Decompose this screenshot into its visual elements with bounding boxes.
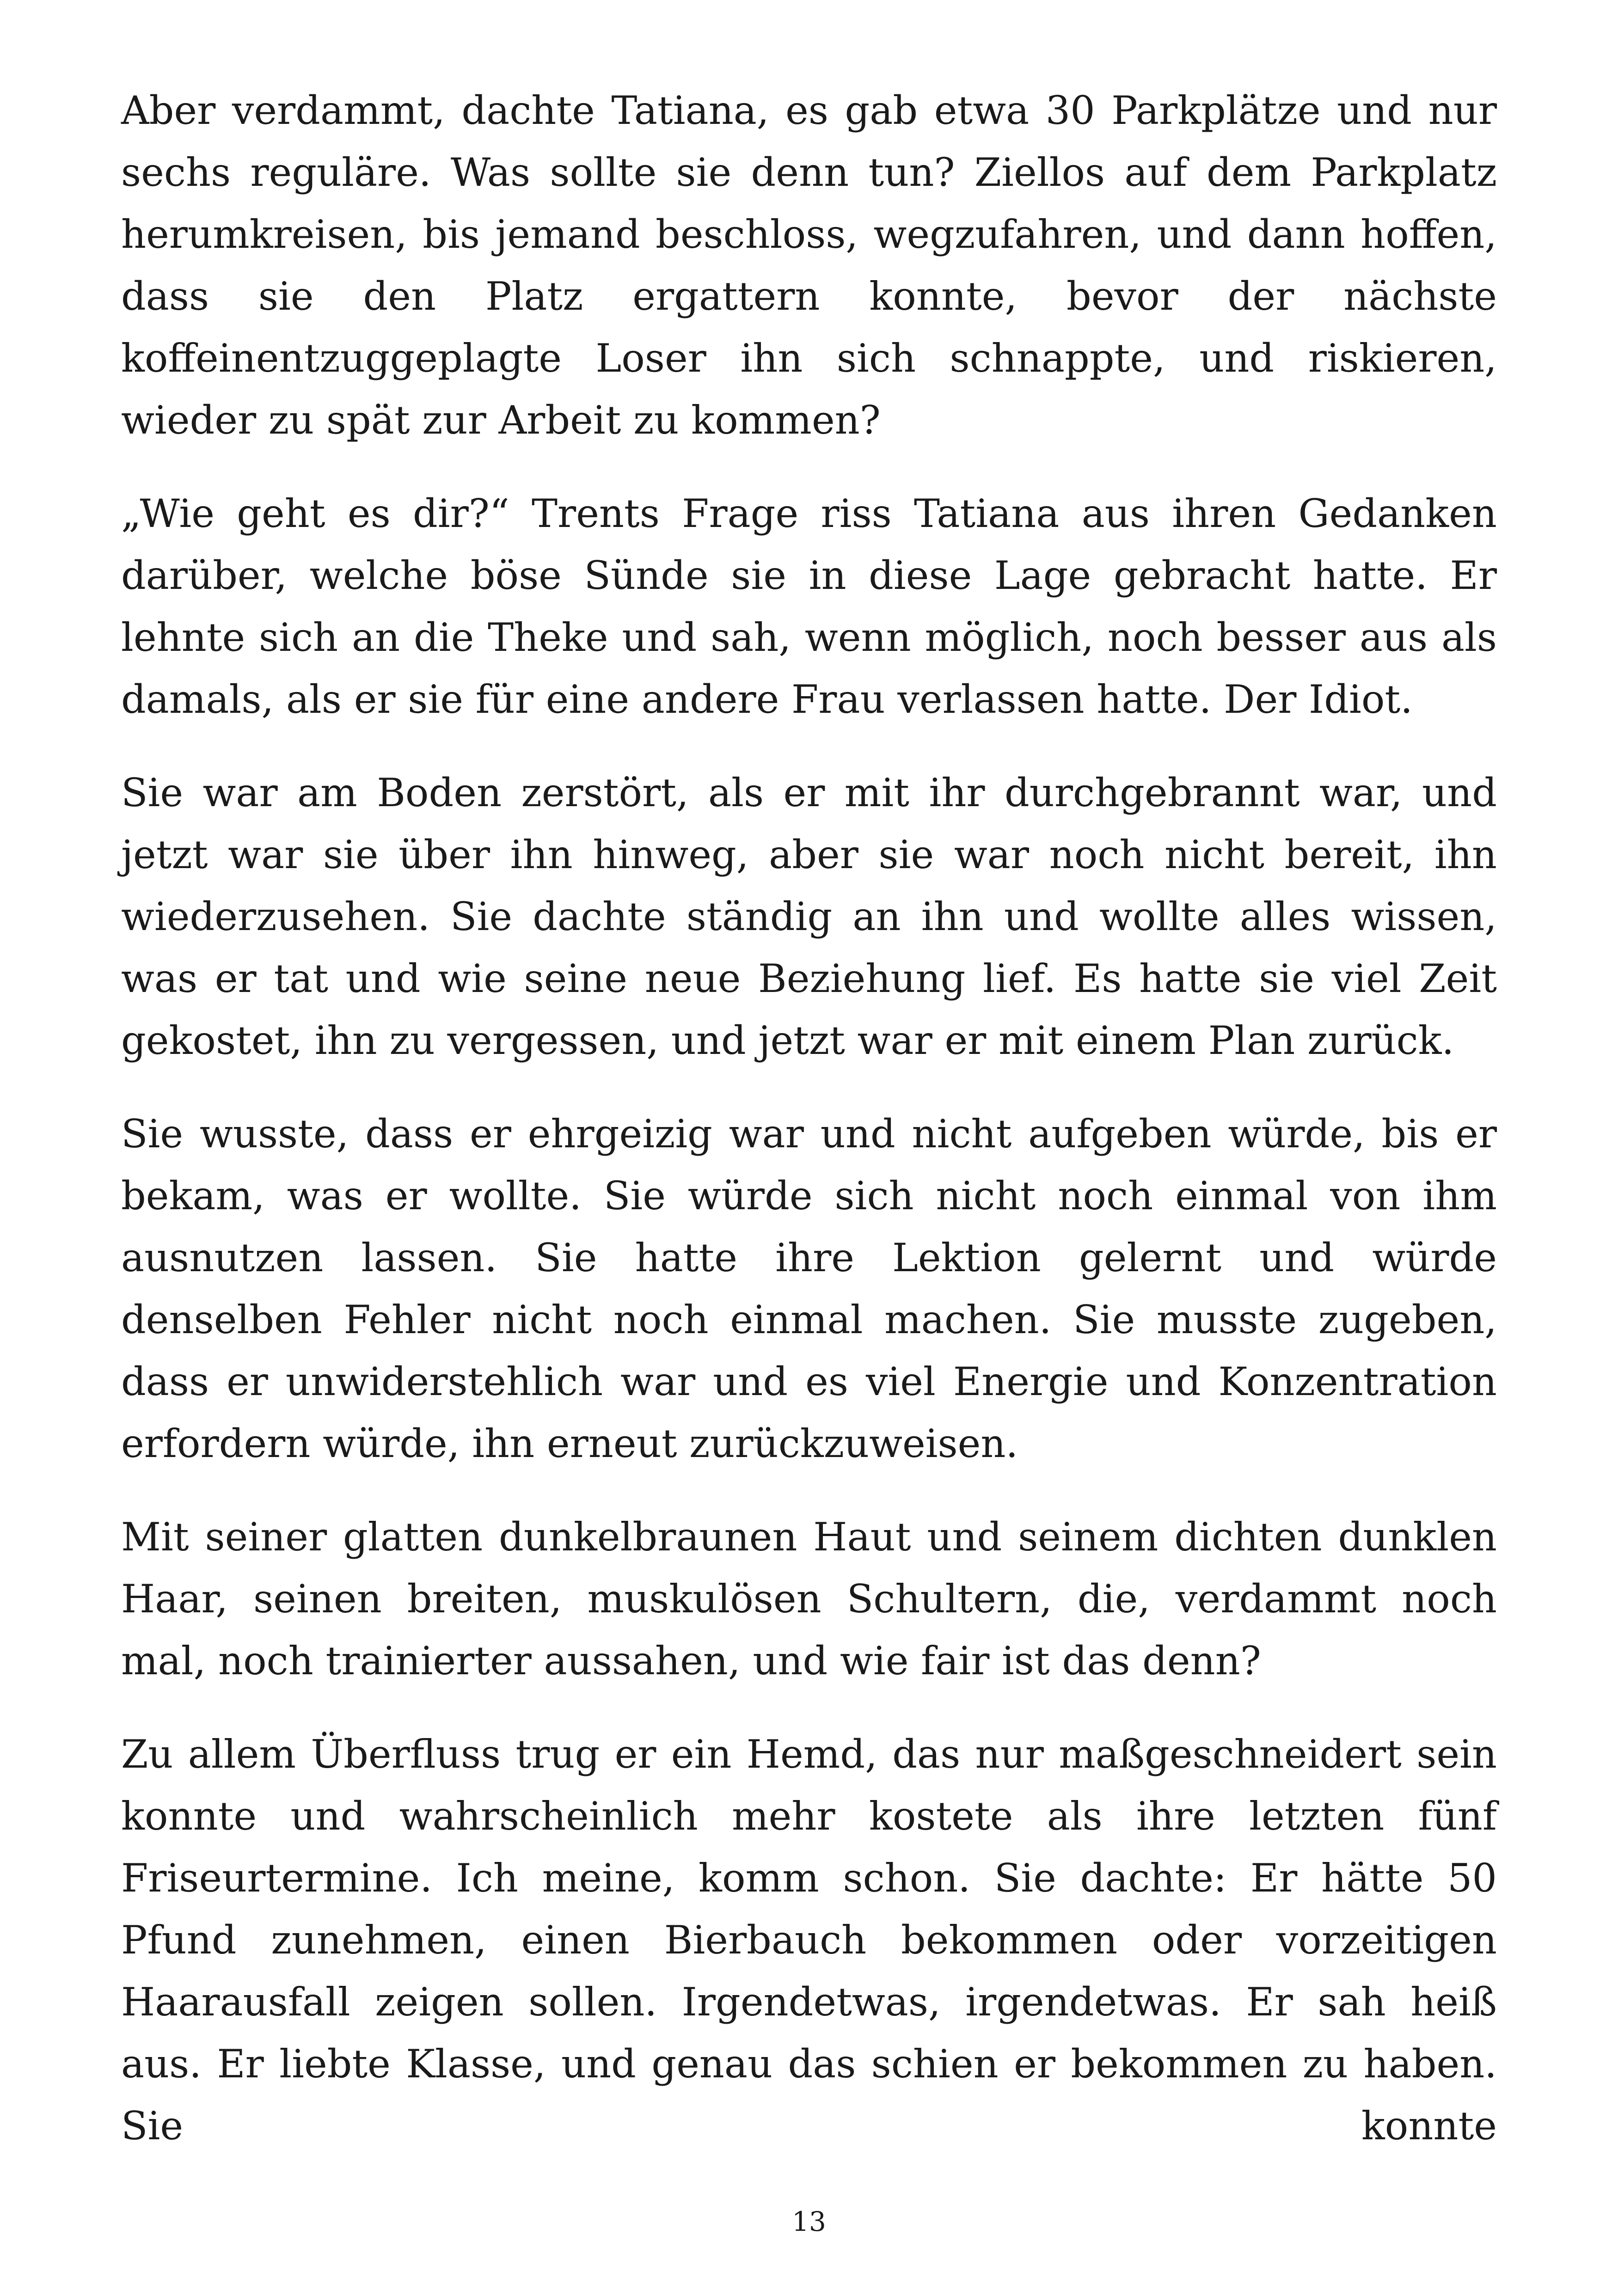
page-number: 13 bbox=[792, 2206, 826, 2237]
paragraph-4: Sie wusste, dass er ehrgeizig war und nicht aufgeben würde, bis er bekam, was er wollte. Sie würde sich nicht noch einmal von ihm ausnutzen lassen. Sie hatte ihre Lektion gelernt und würde denselben Fehler nicht noch einmal machen. Sie musste zugeben, dass er unwiderstehlich war und es viel Energie und Konzentration erfordern würde, ihn erneut zurückzuweisen. bbox=[121, 1111, 1497, 1466]
paragraph-5: Mit seiner glatten dunkelbraunen Haut und seinem dichten dunklen Haar, seinen breiten, muskulösen Schultern, die, verdammt noch mal, noch trainierter aussahen, und wie fair ist das denn? bbox=[121, 1514, 1497, 1684]
paragraph-1: Aber verdammt, dachte Tatiana, es gab etwa 30 Parkplätze und nur sechs reguläre. Was sollte sie denn tun? Ziellos auf dem Parkplatz herumkreisen, bis jemand beschloss, wegzufahren, und dann hoffen, dass sie den Platz ergattern konnte, bevor der nächste koffeinentzuggeplagte Loser ihn sich schnappte, und riskieren, wieder zu spät zur Arbeit zu kommen? bbox=[121, 88, 1497, 443]
paragraph-3: Sie war am Boden zerstört, als er mit ihr durchgebrannt war, und jetzt war sie über ihn hinweg, aber sie war noch nicht bereit, ihn wiederzusehen. Sie dachte ständig an ihn und wollte alles wissen, was er tat und wie seine neue Beziehung lief. Es hatte sie viel Zeit gekostet, ihn zu vergessen, und jetzt war er mit einem Plan zurück. bbox=[121, 770, 1497, 1063]
paragraph-6: Zu allem Überfluss trug er ein Hemd, das nur maßgeschneidert sein konnte und wahrscheinlich mehr kostete als ihre letzten fünf Friseurtermine. Ich meine, komm schon. Sie dachte: Er hätte 50 Pfund zunehmen, einen Bierbauch bekommen oder vorzeitigen Haarausfall zeigen sollen. Irgendetwas, irgendetwas. Er sah heiß aus. Er liebte Klasse, und genau das schien er bekommen zu haben. Sie konnte bbox=[121, 1732, 1497, 2149]
paragraph-2: „Wie geht es dir?“ Trents Frage riss Tatiana aus ihren Gedanken darüber, welche böse Sünde sie in diese Lage gebracht hatte. Er lehnte sich an die Theke und sah, wenn möglich, noch besser aus als damals, als er sie für eine andere Frau verlassen hatte. Der Idiot. bbox=[121, 491, 1497, 722]
body-text bbox=[121, 80, 1497, 2157]
